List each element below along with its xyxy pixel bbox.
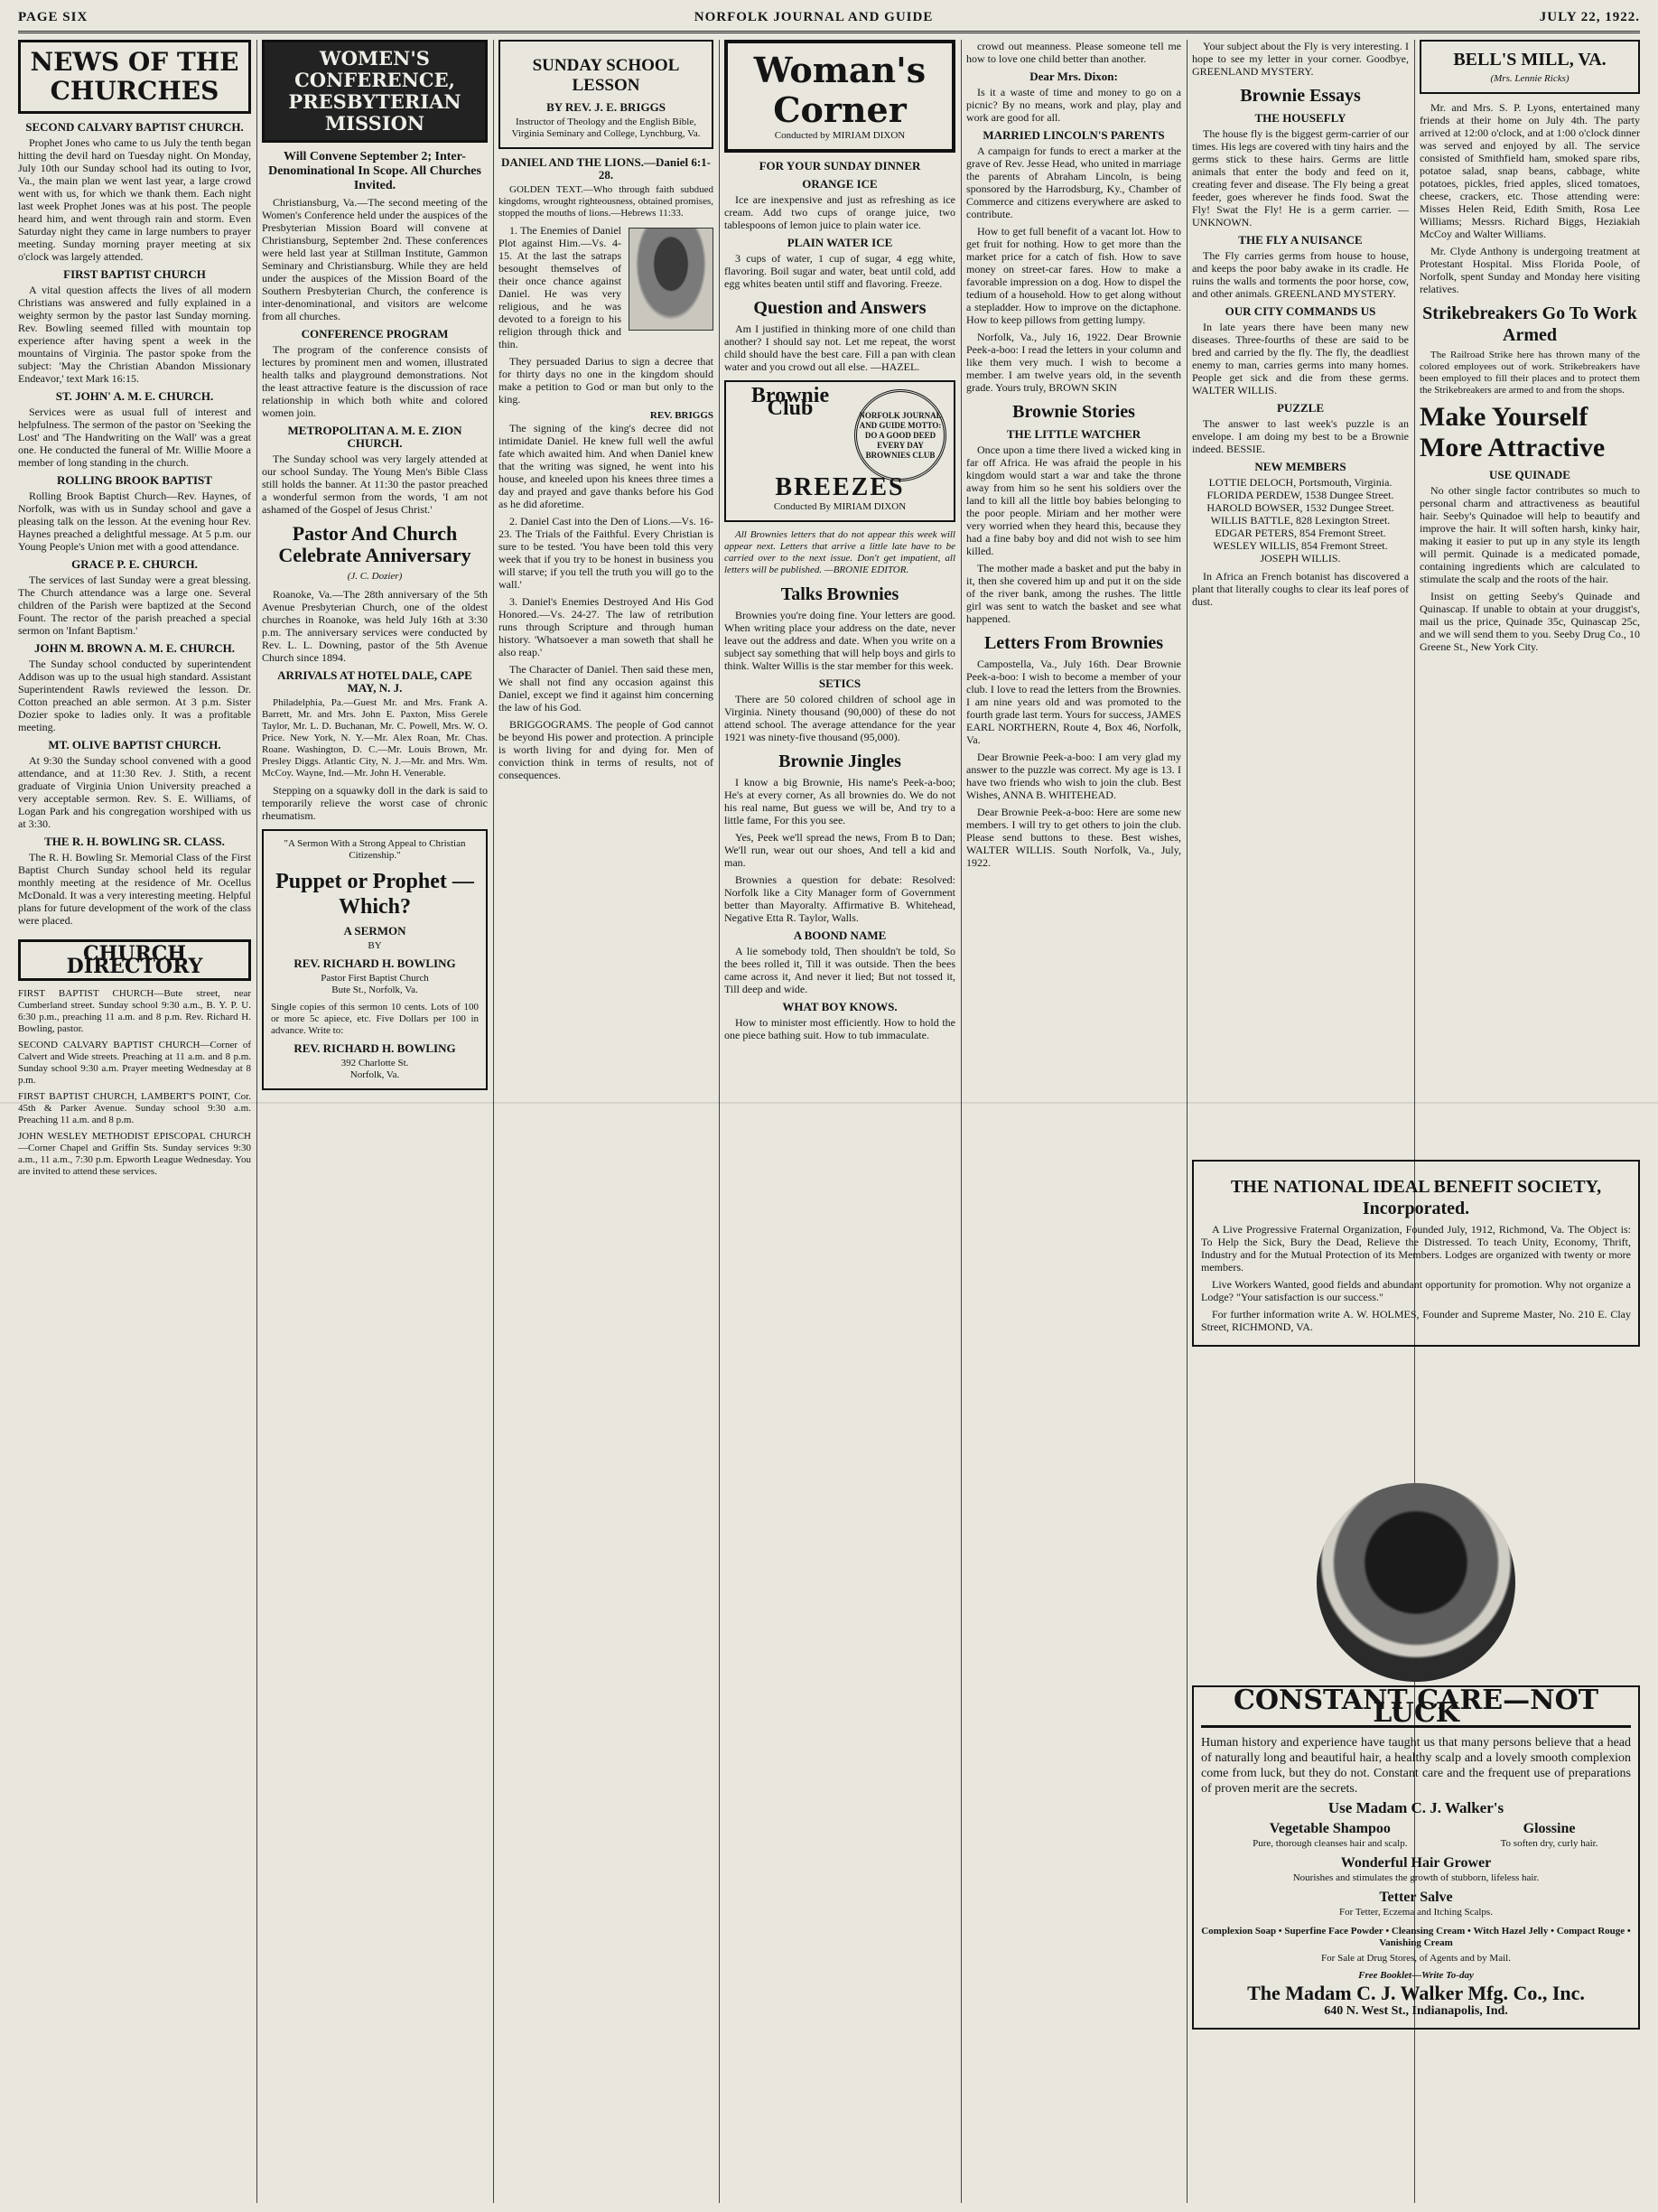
strikebreakers-text: The Railroad Strike here has thrown many of the colored employees out of work. Strikebreakers have been employed to fill their places and to protect them the Strikebreakers are armed to and from the shops. xyxy=(1420,350,1640,396)
walker-ad-box xyxy=(1192,1685,1640,2030)
column-rule xyxy=(719,40,720,2203)
nuisance-text: The Fly carries germs from house to house, and keeps the poor baby awake in its cradle. He ruins the walls and torments the poor horse, cow, and other animals. GREENLAND MYSTERY. xyxy=(1192,249,1409,300)
letter-sign: Norfolk, Va., July 16, 1922. Dear Brownie Peek-a-boo: I read the letters in your column and like them very much. I wish to become a member. I am twelve years old, in the seventh grade. Yours truly, BROWN SKIN xyxy=(966,331,1181,394)
plain-ice-text: 3 cups of water, 1 cup of sugar, 4 egg white, flavoring. Boil sugar and water, beat until cold, add egg whites beaten until stiff and flavoring. Freeze. xyxy=(724,252,955,290)
bells-mill-title: BELL'S MILL, VA. xyxy=(1453,50,1607,70)
walker-product-left xyxy=(1201,1817,1459,1850)
setics-text: There are 50 colored children of school age in Virginia. Ninety thousand (90,000) of these do not attend school. The average attendance for the year 1921 was ninety-five thousand (95,000). xyxy=(724,693,955,743)
what-boy-knows-text: How to minister most efficiently. How to hold the one piece bathing suit. How to tub immaculate. xyxy=(724,1016,955,1041)
qa-text: Am I justified in thinking more of one child than another? I should say not. Let me repeat, the worst child should have the best care. Fill a pan with clean water and you crowd out all else. —HAZEL. xyxy=(724,322,955,373)
program-text: The program of the conference consists of lectures by prominent men and women, illustrated health talks and playground demonstrations. Not the least attractive feature is the discussion of race relationship in which both white and colored women join. xyxy=(262,343,488,419)
church-directory-banner: CHURCH DIRECTORY xyxy=(18,939,251,981)
column-bells-mill xyxy=(1420,40,1640,1151)
dear-title: Dear Mrs. Dixon: xyxy=(1029,70,1118,83)
fold-line xyxy=(0,1102,1658,1104)
city-text: In late years there have been many new diseases. Three-fourths of these are said to be bred and carried by the fly. The fly, the deadliest enemy to man, carries germs into many homes. People get sick and die from these germs. WALTER WILLIS. xyxy=(1192,321,1409,397)
column-churches xyxy=(18,40,251,2203)
puzzle-title: PUZZLE xyxy=(1276,401,1324,415)
sunday-school-title: SUNDAY SCHOOL LESSON xyxy=(532,56,680,95)
stories-subtitle: THE LITTLE WATCHER xyxy=(1006,427,1141,441)
filler-text: Stepping on a squawky doll in the dark is said to temporarily relieve the worst case of chronic rheumatism. xyxy=(262,784,488,822)
talks-title: Talks Brownies xyxy=(780,584,899,604)
conference-subhead: Will Convene September 2; Inter-Denominational In Scope. All Churches Invited. xyxy=(268,150,481,192)
section-text: Rolling Brook Baptist Church—Rev. Haynes, of Norfolk, was with us in Sunday school and gave a pleasing talk on the lesson. At the evening hour Rev. Haynes preached a delightful message. At 5 p.m. our Young People's Union met with a good attendance. xyxy=(18,490,251,553)
stories-text: Once upon a time there lived a wicked king in far off Africa. He was afraid the people in his kingdom would start a war and take the throne away from him so he sent his soldiers over the land to kill all the little boy babies belonging to the poor people. Miriam and her mother were very worried when they heard this, because they had a fine baby boy and did not wish to see him killed. xyxy=(966,443,1181,557)
bells-mill-byline: (Mrs. Lennie Ricks) xyxy=(1490,73,1570,84)
sermon-role: Pastor First Baptist Church xyxy=(321,973,429,984)
stories-title: Brownie Stories xyxy=(1012,402,1135,422)
attractive-text: No other single factor contributes so much to personal charm and attractiveness as beautiful hair. Seeby's Quinadoe will help to beautify and improve the hair. It will soften harsh, kinky hair, making it easier to put up in any style its length will permit. Quinade is a medicated pomade, containing ingredients which are calculated to stimulate the scalp and the roots of the hair. xyxy=(1420,484,1640,585)
directory-entry: FIRST BAPTIST CHURCH, LAMBERT'S POINT, Cor. 45th & Parker Avenue. Sunday school 9:30 a.m. Preaching 11 a.m. and 8 p.m. xyxy=(18,1091,251,1125)
directory-entry: FIRST BAPTIST CHURCH—Bute street, near Cumberland street. Sunday school 9:30 a.m., B. Y. P. U. 6:30 p.m., preaching 11 a.m. and 8 p.m. Rev. Richard H. Bowling, pastor. xyxy=(18,988,251,1034)
puzzle-text: The answer to last week's puzzle is an envelope. I am doing my best to be a Brownie indeed. BESSIE. xyxy=(1192,417,1409,455)
section-title: JOHN M. BROWN A. M. E. CHURCH. xyxy=(33,641,236,655)
essay-intro: Your subject about the Fly is very interesting. I hope to see my letter in your corner. Goodbye, GREENLAND MYSTERY. xyxy=(1192,40,1409,78)
strikebreakers-title: Strikebreakers Go To Work Armed xyxy=(1422,303,1637,345)
walker-use: Use Madam C. J. Walker's xyxy=(1327,1799,1504,1816)
member-entry: FLORIDA PERDEW, 1538 Dungee Street. xyxy=(1206,489,1394,501)
brownie-club-header xyxy=(724,380,955,522)
lincoln-text: A campaign for funds to erect a marker at the grave of Rev. Jesse Head, who united in marriage the parents of Abraham Lincoln, is being sponsored by the Harrodsburg, Ky., Chamber of Commerce and citizens everywhere are asked to contribute. xyxy=(966,145,1181,220)
walker-product-row xyxy=(1201,1817,1631,1850)
walker-product-name: Tetter Salve xyxy=(1379,1890,1453,1905)
lincoln-title: MARRIED LINCOLN'S PARENTS xyxy=(983,128,1165,142)
walker-headline: CONSTANT CARE—NOT LUCK xyxy=(1201,1694,1631,1728)
brownie-club-sub: BREEZES xyxy=(775,473,905,501)
pastor-byline: (J. C. Dozier) xyxy=(347,571,403,582)
walker-product-name: Glossine xyxy=(1523,1821,1576,1836)
member-entry: LOTTIE DELOCH, Portsmouth, Virginia. xyxy=(1208,476,1393,489)
conference-intro: Christiansburg, Va.—The second meeting of the Women's Conference held under the auspices of the Presbyterian Mission Board will convene at Christiansburg, September 2nd. These conferences were held last year at Stillman Institute, Gammon Seminary and Christiansburg. While they are held under the auspices of the Mission Board of the Southern Presbyterian Church, the conference is inter-denominational, and visitors are welcome from all churches. xyxy=(262,196,488,322)
housefly-text: The house fly is the biggest germ-carrier of our times. His legs are covered with tiny hairs and the germs stick to these hairs. Germs are little animals that enter the body and feed on it, creating fever and disease. The Fly being a great feeder, goes wherever he finds food. Swat the Fly! Swat the Fly! He is a germ carrier. —UNKNOWN. xyxy=(1192,127,1409,229)
womans-corner-title: Woman's Corner xyxy=(753,50,927,130)
lesson-paragraph: 2. Daniel Cast into the Den of Lions.—Vs. 16-23. The Trials of the Faithful. Every Christian is sure to be tested. 'You have been told this very week that if you try to be honest in business you will starve; if you tell the truth you will go to the wall.' xyxy=(498,515,713,591)
howto-text: How to get full benefit of a vacant lot. How to get fruit for nothing. How to get more than the market price for a catch of fish. How to save money on street-car fares. How to make a favorable impression on a dog. How to dispel the tedium of a household. How to get along without a stepladder. How to improve on the dictaphone. How to keep pillows from getting lumpy. xyxy=(966,225,1181,326)
arrivals-text: Philadelphia, Pa.—Guest Mr. and Mrs. Frank A. Barrett, Mr. and Mrs. John E. Paxton, Miss Gerele Taylor, Mr. L. D. Buchanan, Mr. C. Powell, Mrs. W. O. Price. New York, N. Y.—Mr. Alex Roan, Mr. Chas. Roane. Washington, D. C.—Mr. Louis Brown, Mr. Presley Diggs. Atlantic City, N. J.—Mr. and Mrs. Wm. McCoy. Wayne, Ind.—Mr. John H. Venerable. xyxy=(262,697,488,779)
walker-product-name: Vegetable Shampoo xyxy=(1269,1821,1391,1836)
walker-product-note: For Tetter, Eczema and Itching Scalps. xyxy=(1339,1907,1493,1918)
section-text: A vital question affects the lives of all modern Christians was answered and fully explained in a weighty sermon by the pastor last Sunday morning. Rev. Bowling seemed filled with mountain top experience after having spent a week in the mountains of Virginia. The pastor spoke from the subject: 'May the Christian Abandon Missionary Endeavor,' text Mark 16:15. xyxy=(18,284,251,385)
lesson-title: DANIEL AND THE LIONS.—Daniel 6:1-28. xyxy=(501,155,711,182)
talks-text: Brownies you're doing fine. Your letters are good. When writing place your address on the date, never leave out the address and date. When you write on a subject say something that will help boys and girls to think. Walter Willis is the star member for this week. xyxy=(724,609,955,672)
sermon-by: BY xyxy=(368,940,382,951)
bells-mill-text: Mr. and Mrs. S. P. Lyons, entertained many friends at their home on July 4th. The party arrived at 12:00 o'clock, and at 1:00 o'clock dinner was served and enjoyed by all. The service consisted of Smithfield ham, smoked spare ribs, potatoe salad, snap beans, cabbage, white potatoes, pickles, fried apples, sliced tomatoes, cheese, crackers, etc. Those attending were: Misses Helen Reid, Edith Smith, Rosa Lee Williams; Messrs. Richard Biggs, Heziakiah McCoy and Walter Williams. xyxy=(1420,101,1640,240)
member-entry: EDGAR PETERS, 854 Fremont Street. xyxy=(1215,527,1386,539)
plain-ice-title: PLAIN WATER ICE xyxy=(787,236,893,249)
walker-company: The Madam C. J. Walker Mfg. Co., Inc. xyxy=(1247,1982,1585,2004)
member-entry: WILLIS BATTLE, 828 Lexington Street. xyxy=(1210,514,1391,527)
attractive-title: Make Yourself More Attractive xyxy=(1420,402,1606,462)
womans-corner-conducted: Conducted by MIRIAM DIXON xyxy=(774,130,906,141)
section-text: The services of last Sunday were a great blessing. The Church attendance was a large one. Several children of the Parish were baptized at the Second Fount. The rector of the parish preached a special sermon on 'Infant Baptism.' xyxy=(18,574,251,637)
sermon-ad xyxy=(262,829,488,1090)
section-title: THE R. H. BOWLING SR. CLASS. xyxy=(44,835,225,848)
womens-conference-banner: WOMEN'S CONFERENCE, PRESBYTERIAN MISSION xyxy=(262,40,488,143)
masthead xyxy=(18,4,1640,33)
walker-product-note: Nourishes and stimulates the growth of stubborn, lifeless hair. xyxy=(1292,1872,1540,1883)
pastor-text: Roanoke, Va.—The 28th anniversary of the 5th Avenue Presbyterian Church, one of the oldest churches in Roanoke, was held July 16th at 3:30 p.m. The anniversary services were conducted by Rev. L. L. Downing, pastor of the 5th Avenue Church since 1894. xyxy=(262,588,488,664)
page-label: PAGE SIX xyxy=(18,9,88,24)
city-title: OUR CITY COMMANDS US xyxy=(1225,304,1376,318)
section-text: At 9:30 the Sunday school convened with a good attendance, and at 11:30 Rev. J. Stith, a recent graduate of Virginia Union University preached a very acceptable sermon. Rev. S. E. Williams, of Logan Park and his congregation worshiped with us at 3:30. xyxy=(18,754,251,830)
section-text: The R. H. Bowling Sr. Memorial Class of the First Baptist Church Sunday school held its regular monthly meeting at the residence of Mr. Ocellus McDonald. It was a very interesting meeting. Helpful plans for future development of the work of the class were placed. xyxy=(18,851,251,927)
section-title: SECOND CALVARY BAPTIST CHURCH. xyxy=(25,120,244,134)
walker-sale: For Sale at Drug Stores, of Agents and by Mail. xyxy=(1321,1953,1511,1964)
letters-continued: crowd out meanness. Please someone tell me how to love one child better than another. xyxy=(966,40,1181,65)
lesson-author-note: Instructor of Theology and the English Bible, Virginia Seminary and College, Lynchburg, Va. xyxy=(511,117,701,139)
sermon-contact: REV. RICHARD H. BOWLING xyxy=(293,1041,456,1055)
paper-name: NORFOLK JOURNAL AND GUIDE xyxy=(694,9,934,24)
brownie-conducted: Conducted By MIRIAM DIXON xyxy=(773,501,907,512)
walker-product-right xyxy=(1467,1817,1631,1850)
section-text: Prophet Jones who came to us July the tenth began hitting the devil hard on Tuesday night. On Monday, July 10th our Sunday school had its outing to Ivor, Va., the main plan we went last year, a large crowd went with us, for which we thank them. Each night last week Prophet Jones was at his post. The people heard him, and went through rain and storm. Even Saturday night they came in large numbers to prayer meeting. Sunday morning prayer meeting at six o'clock was largely attended. xyxy=(18,136,251,263)
walker-ad xyxy=(1192,1476,1640,2198)
lesson-paragraph: BRIGGOGRAMS. The people of God cannot be beyond His power and protection. A principle is worth living for and dying for. Men of conviction think in terms of results, not of consequences. xyxy=(498,718,713,781)
lesson-paragraph: They persuaded Darius to sign a decree that for thirty days no one in the kingdom should make a petition to God or man but only to the king. xyxy=(498,355,713,406)
column-rule xyxy=(1187,40,1188,2203)
jingle-text: Yes, Peek we'll spread the news, From B to Dan; We'll run, wear out our shoes, And tell a kid and man. xyxy=(724,831,955,869)
section-text: The Sunday school conducted by superintendent Addison was up to the usual high standard. Assistant Superintendent Rawls reviewed the lesson. Dr. Cotton preached an able sermon. At 3 p.m. Sister Dozier spoke to ladies only. It was a profitable meeting. xyxy=(18,658,251,733)
bells-mill-header xyxy=(1420,40,1640,94)
sermon-quote: "A Sermon With a Strong Appeal to Christian Citizenship." xyxy=(284,838,466,861)
nuisance-title: THE FLY A NUISANCE xyxy=(1238,233,1363,247)
portrait-caption: REV. BRIGGS xyxy=(649,410,713,421)
walker-body: Human history and experience have taught us that many persons believe that a head of naturally long and beautiful hair, a healthy scalp and a lovely smooth complexion come from luck, but they do not. Constant care and the frequent use of preparations of proven merit are the secrets. xyxy=(1201,1736,1631,1796)
golden-text: GOLDEN TEXT.—Who through faith subdued kingdoms, wrought righteousness, obtained promises, stopped the mouths of lions.—Hebrews 11:33. xyxy=(498,184,713,219)
new-members-title: NEW MEMBERS xyxy=(1254,460,1346,473)
sermon-address: 392 Charlotte St. xyxy=(340,1058,409,1069)
qa-title: Question and Answers xyxy=(753,298,927,318)
setics-title: SETICS xyxy=(818,677,862,690)
section-title: MT. OLIVE BAPTIST CHURCH. xyxy=(48,738,221,751)
lesson-paragraph: 1. The Enemies of Daniel Plot against Him.—Vs. 4-15. At the last the satraps besought themselves of their once chance against Daniel. He was very religious, and he was devoted to a foreign to his religion through thick and thin. xyxy=(498,224,621,350)
recipe-text: Ice are inexpensive and just as refreshing as ice cream. Add two cups of orange juice, two tablespoons of lemon juice to plain water ice. xyxy=(724,193,955,231)
brownie-club-badge: NORFOLK JOURNAL AND GUIDE MOTTO: DO A GOOD DEED EVERY DAY BROWNIES CLUB xyxy=(854,389,946,481)
section-text: Services were as usual full of interest and helpfulness. The sermon of the pastor on 'Seeking the Lost' and 'The Handwriting on the Wall' was a great one. He conducted the funeral of Mr. Willie Moore a member of long standing in the church. xyxy=(18,406,251,469)
member-entry: JOSEPH WILLIS. xyxy=(1260,552,1341,565)
letters-text: Dear Brownie Peek-a-boo: Here are some new members. I will try to get others to join the club. Please send buttons to these. Best wishes, WALTER WILLIS. South Norfolk, Va., July, 1922. xyxy=(966,806,1181,869)
column-rule xyxy=(256,40,257,2203)
sermon-label: A SERMON xyxy=(343,924,406,938)
column-conference xyxy=(262,40,488,2203)
pastor-anniversary-title: Pastor And Church Celebrate Anniversary xyxy=(278,522,471,566)
lesson-paragraph: The signing of the king's decree did not intimidate Daniel. He knew full well the awful fate which awaited him. And when Daniel knew that the writing was signed, he went into his house, and kneeled upon his knees three times a day and prayed and gave thanks before his God as he did aforetime. xyxy=(498,422,713,510)
recipe-heading: ORANGE ICE xyxy=(802,177,878,191)
jingle-note: Brownies a question for debate: Resolved: Norfolk like a City Manager form of Government better than Mayoralty. Affirmative B. Whitehead, Negative Etta R. Taylor, Walls. xyxy=(724,873,955,924)
directory-entry: JOHN WESLEY METHODIST EPISCOPAL CHURCH—Corner Chapel and Griffin Sts. Sunday services 9:30 a.m., 11 a.m., 7:30 p.m. Epworth League Wednesday. You are invited to attend these services. xyxy=(18,1131,251,1177)
lesson-author: BY REV. J. E. BRIGGS xyxy=(546,100,666,114)
church-directory-list xyxy=(18,988,251,1178)
issue-date: JULY 22, 1922. xyxy=(1539,9,1640,24)
lesson-paragraph: 3. Daniel's Enemies Destroyed And His God Honored.—Vs. 24-27. The law of retribution runs through Scripture and through human history. 'Whatsoever a man soweth that shall he also reap.' xyxy=(498,595,713,658)
boond-title: A BOOND NAME xyxy=(793,929,887,942)
sermon-place: Bute St., Norfolk, Va. xyxy=(331,985,418,995)
news-of-churches-banner: NEWS OF THE CHURCHES xyxy=(18,40,251,114)
letters-text: Campostella, Va., July 16th. Dear Brownie Peek-a-boo: I wish to become a member of your club. I love to read the letters from the Brownies. I am nine years old and was promoted to the fourth grade last term. Yours for success, JAMES EARL NORTHERN, Route 4, Box 46, Norfolk, Va. xyxy=(966,658,1181,746)
walker-portrait xyxy=(1317,1483,1515,1682)
letters-text: Dear Brownie Peek-a-boo: I am very glad my answer to the puzzle was correct. My age is 13. I have two friends who wish to join the club. Best Wishes, ANNA B. WHITEHEAD. xyxy=(966,751,1181,801)
essays-title: Brownie Essays xyxy=(1240,86,1361,106)
sunday-school-header xyxy=(498,40,713,149)
column-rule xyxy=(961,40,962,2203)
boond-text: A lie somebody told, Then shouldn't be told, So the bees rolled it, Till it was outside. Then the bees came across it, And never it lied; But not tossed it, Till deep and wide. xyxy=(724,945,955,995)
walker-product-note: To soften dry, curly hair. xyxy=(1500,1838,1598,1849)
sermon-title: Puppet or Prophet —Which? xyxy=(275,870,474,919)
program-title: CONFERENCE PROGRAM xyxy=(301,327,449,341)
column-womans-corner xyxy=(724,40,955,2203)
section-title: ROLLING BROOK BAPTIST xyxy=(57,473,212,487)
column-sunday-school xyxy=(498,40,713,2203)
dear-text: Is it a waste of time and money to go on a picnic? By no means, work and play, play and work are good for all. xyxy=(966,86,1181,124)
society-title: THE NATIONAL IDEAL BENEFIT SOCIETY, Incorporated. xyxy=(1230,1177,1602,1218)
housefly-title: THE HOUSEFLY xyxy=(1254,111,1346,125)
attractive-subtitle: USE QUINADE xyxy=(1489,468,1570,481)
lesson-paragraph: The Character of Daniel. Then said these men, We shall not find any occasion against this Daniel, except we find it against him concerning the law of his God. xyxy=(498,663,713,714)
recipe-title: FOR YOUR SUNDAY DINNER xyxy=(759,159,921,173)
editor-note: All Brownies letters that do not appear this week will appear next. Letters that arrive a little late have to be carried over to the next issue. Don't get impatient, all letters will be published. —BRONIE EDITOR. xyxy=(724,529,955,575)
column-brownie-letters xyxy=(966,40,1181,2203)
arrivals-title: ARRIVALS AT HOTEL DALE, CAPE MAY, N. J. xyxy=(277,668,472,695)
section-title: ST. JOHN' A. M. E. CHURCH. xyxy=(55,389,214,403)
metropolitan-text: The Sunday school was very largely attended at our school Sunday. The Young Men's Bible Class still holds the banner. At 11:30 the pastor preached a wonderful sermon from the words, 'I am not ashamed of the Gospel of Jesus Christ.' xyxy=(262,453,488,516)
brownie-club-title: Brownie Club xyxy=(750,384,830,420)
jingles-title: Brownie Jingles xyxy=(778,751,901,771)
walker-product-note: Pure, thorough cleanses hair and scalp. xyxy=(1253,1838,1408,1849)
attractive-text: Insist on getting Seeby's Quinade and Quinascap. If unable to obtain at your druggist's, mail us the price, Quinade 35c, Quinascap 25c, and we will send them to you. Seeby Drug Co., 10 Greene St., New York City. xyxy=(1420,590,1640,653)
walker-extra-products: Complexion Soap • Superfine Face Powder • Cleansing Cream • Witch Hazel Jelly • Compact Rouge • Vanishing Cream xyxy=(1201,1926,1631,1948)
society-text: A Live Progressive Fraternal Organization, Founded July, 1912, Richmond, Va. The Object is: To Help the Sick, Bury the Dead, Relieve the Distressed. To teach Unity, Economy, Thrift, Industry and for the Mutual Protection of its Members. Lodges are organized with twenty or more members. xyxy=(1201,1223,1631,1274)
society-ad xyxy=(1192,1160,1640,1347)
metropolitan-title: METROPOLITAN A. M. E. ZION CHURCH. xyxy=(287,424,462,450)
briggs-portrait xyxy=(629,228,713,331)
sermon-author: REV. RICHARD H. BOWLING xyxy=(293,957,456,970)
africa-text: In Africa an French botanist has discovered a plant that literally coughs to clear its leaf pores of dust. xyxy=(1192,570,1409,608)
sermon-price: Single copies of this sermon 10 cents. Lots of 100 or more 5c apiece, etc. Five Dollars per 100 in advance. Write to: xyxy=(271,1002,479,1036)
directory-entry: SECOND CALVARY BAPTIST CHURCH—Corner of Calvert and Wide streets. Preaching at 11 a.m. and 8 p.m. Sunday school 9:30 a.m. Prayer meeting Wednesday at 8 p.m. xyxy=(18,1040,251,1086)
member-entry: WESLEY WILLIS, 854 Fremont Street. xyxy=(1213,539,1388,552)
new-members-list xyxy=(1192,476,1409,565)
letters-title: Letters From Brownies xyxy=(983,633,1164,653)
womans-corner-header xyxy=(724,40,955,153)
society-contact: For further information write A. W. HOLMES, Founder and Supreme Master, No. 210 E. Clay Street, RICHMOND, VA. xyxy=(1201,1308,1631,1333)
church-news-list xyxy=(18,121,251,927)
section-title: FIRST BAPTIST CHURCH xyxy=(63,267,206,281)
member-entry: HAROLD BOWSER, 1532 Dungee Street. xyxy=(1206,501,1394,514)
column-rule xyxy=(493,40,494,2203)
sermon-city: Norfolk, Va. xyxy=(349,1069,400,1080)
society-slogan: Live Workers Wanted, good fields and abundant opportunity for promotion. Why not organize a Lodge? "Your satisfaction is our success." xyxy=(1201,1278,1631,1303)
section-title: GRACE P. E. CHURCH. xyxy=(71,557,198,571)
what-boy-knows-title: WHAT BOY KNOWS. xyxy=(782,1000,898,1013)
bells-mill-text: Mr. Clyde Anthony is undergoing treatment at Protestant Hospital. Miss Florida Poole, of Norfolk, spent Sunday and Monday here visiting relatives. xyxy=(1420,245,1640,295)
jingle-text: I know a big Brownie, His name's Peek-a-boo; He's at every corner, As all brownies do. We do not his real name, But guess we will be, And try to a little fame, For this you see. xyxy=(724,776,955,826)
walker-booklet: Free Booklet—Write To-day xyxy=(1358,1970,1474,1981)
walker-product-name: Wonderful Hair Grower xyxy=(1340,1855,1492,1871)
society-ad-wrap xyxy=(1192,1160,1640,1467)
stories-text: The mother made a basket and put the baby in it, then she covered him up and put it on the side of the river bank, among the rushes. The little girl was sent to watch the basket and see what happened. xyxy=(966,562,1181,625)
walker-address: 640 N. West St., Indianapolis, Ind. xyxy=(1324,2004,1508,2018)
column-brownie-essays xyxy=(1192,40,1409,1151)
